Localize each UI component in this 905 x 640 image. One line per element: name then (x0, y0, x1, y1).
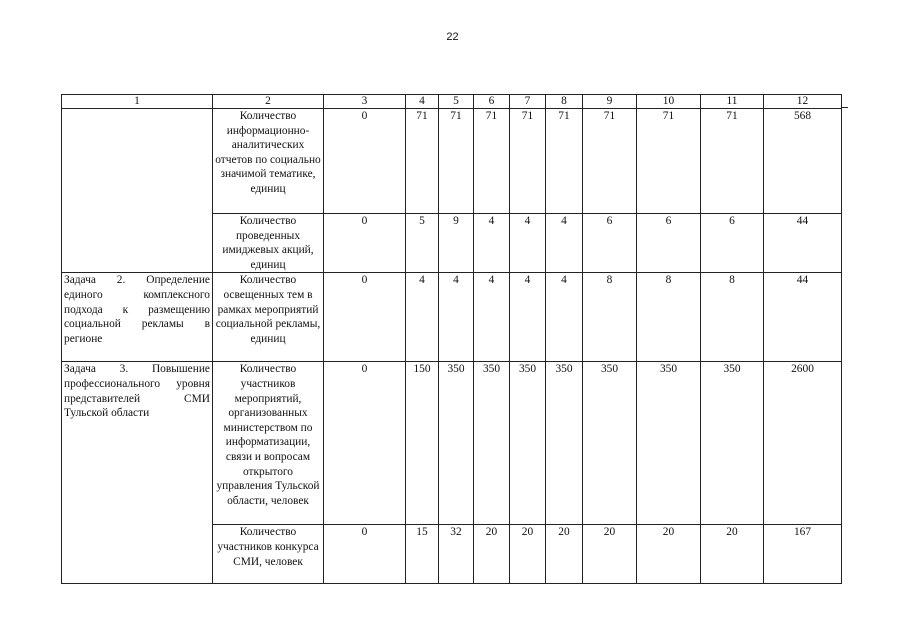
indicator-cell: Количество освещенных тем в рамках мероприятий социальной рекламы, единиц (213, 273, 324, 362)
header-rule-extension (841, 107, 848, 108)
value-cell: 350 (546, 362, 583, 525)
value-cell: 5 (406, 214, 439, 273)
column-number: 12 (764, 95, 842, 109)
value-cell: 150 (406, 362, 439, 525)
column-number: 7 (510, 95, 546, 109)
value-cell: 350 (510, 362, 546, 525)
value-cell: 8 (637, 273, 701, 362)
value-cell: 71 (510, 109, 546, 214)
column-number: 10 (637, 95, 701, 109)
value-cell: 167 (764, 525, 842, 584)
indicator-cell: Количество участников конкурса СМИ, человек (213, 525, 324, 584)
value-cell: 71 (701, 109, 764, 214)
value-cell: 4 (474, 273, 510, 362)
value-cell: 0 (324, 109, 406, 214)
value-cell: 350 (474, 362, 510, 525)
value-cell: 6 (637, 214, 701, 273)
task-cell (62, 109, 213, 273)
column-number-row (62, 95, 842, 109)
value-cell: 44 (764, 214, 842, 273)
value-cell: 0 (324, 214, 406, 273)
value-cell: 8 (701, 273, 764, 362)
value-cell: 9 (439, 214, 474, 273)
value-cell: 20 (510, 525, 546, 584)
value-cell: 8 (583, 273, 637, 362)
value-cell: 4 (546, 273, 583, 362)
value-cell: 4 (406, 273, 439, 362)
table-row (62, 273, 842, 362)
value-cell: 0 (324, 362, 406, 525)
indicator-cell: Количество проведенных имиджевых акций, единиц (213, 214, 324, 273)
table-row (62, 109, 842, 214)
value-cell: 350 (637, 362, 701, 525)
value-cell: 20 (701, 525, 764, 584)
value-cell: 4 (474, 214, 510, 273)
column-number: 5 (439, 95, 474, 109)
column-number: 8 (546, 95, 583, 109)
value-cell: 32 (439, 525, 474, 584)
value-cell: 71 (406, 109, 439, 214)
value-cell: 350 (439, 362, 474, 525)
indicator-cell: Количество информационно-аналитических отчетов по социально значимой тематике, единиц (213, 109, 324, 214)
value-cell: 350 (701, 362, 764, 525)
value-cell: 71 (637, 109, 701, 214)
column-number: 9 (583, 95, 637, 109)
value-cell: 20 (546, 525, 583, 584)
value-cell: 44 (764, 273, 842, 362)
value-cell: 0 (324, 273, 406, 362)
value-cell: 350 (583, 362, 637, 525)
value-cell: 4 (510, 273, 546, 362)
column-number: 3 (324, 95, 406, 109)
value-cell: 20 (637, 525, 701, 584)
value-cell: 20 (583, 525, 637, 584)
column-number: 2 (213, 95, 324, 109)
value-cell: 71 (583, 109, 637, 214)
value-cell: 71 (474, 109, 510, 214)
value-cell: 0 (324, 525, 406, 584)
column-number: 6 (474, 95, 510, 109)
task-cell: Задача 2. Определение единого комплексного подхода к размещению социальной рекламы в регионе (62, 273, 213, 362)
page-number: 22 (446, 31, 459, 43)
column-number: 11 (701, 95, 764, 109)
table-row (62, 362, 842, 525)
value-cell: 20 (474, 525, 510, 584)
value-cell: 568 (764, 109, 842, 214)
value-cell: 6 (701, 214, 764, 273)
value-cell: 4 (510, 214, 546, 273)
column-number: 4 (406, 95, 439, 109)
value-cell: 71 (546, 109, 583, 214)
column-number: 1 (62, 95, 213, 109)
task-cell: Задача 3. Повышение профессионального уровня представителей СМИ Тульской области (62, 362, 213, 584)
value-cell: 4 (439, 273, 474, 362)
value-cell: 6 (583, 214, 637, 273)
indicator-cell: Количество участников мероприятий, организованных министерством по информатизации, связи и вопросам открытого управления Тульской области, человек (213, 362, 324, 525)
value-cell: 15 (406, 525, 439, 584)
value-cell: 71 (439, 109, 474, 214)
value-cell: 2600 (764, 362, 842, 525)
value-cell: 4 (546, 214, 583, 273)
indicator-table (61, 94, 842, 584)
